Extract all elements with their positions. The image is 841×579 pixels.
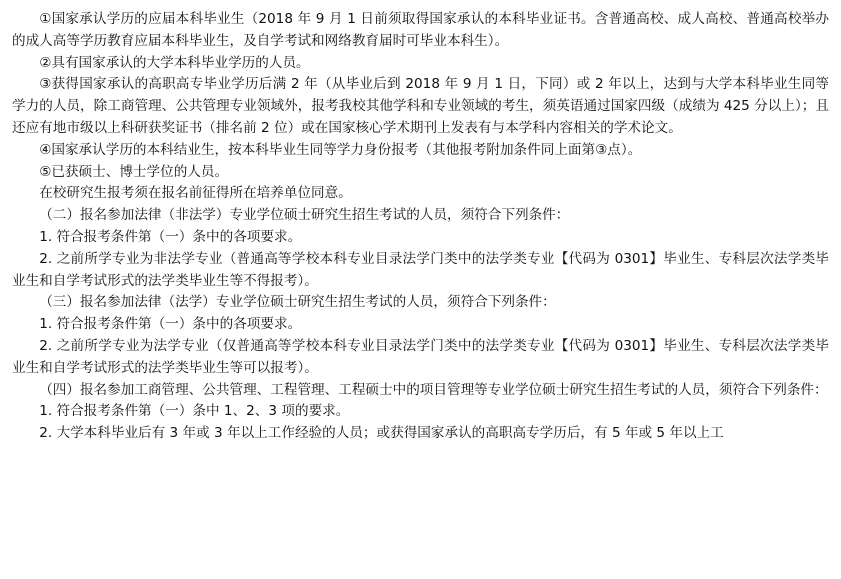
- section-4-condition-1: 1. 符合报考条件第（一）条中 1、2、3 项的要求。: [39, 403, 350, 420]
- section-3-heading: （三）报名参加法律（法学）专业学位硕士研究生招生考试的人员，须符合下列条件：: [39, 294, 556, 311]
- item-5-degree-holders: ⑤已获硕士、博士学位的人员。: [39, 163, 229, 180]
- section-3-condition-2: 2. 之前所学专业为法学专业（仅普通高等学校本科专业目录法学门类中的法学类专业【代码为 0301】毕业生、专科层次法学类毕业生和自学考试形式的法学类毕业生等可以报考）。: [12, 337, 829, 376]
- item-2-bachelor-holders: ②具有国家承认的大学本科毕业学历的人员。: [39, 54, 310, 71]
- section-2-condition-2: 2. 之前所学专业为非法学专业（普通高等学校本科专业目录法学门类中的法学类专业【代码为 0301】毕业生、专科层次法学类毕业生和自学考试形式的法学类毕业生等不得报考）。: [12, 250, 829, 289]
- current-students-note: 在校研究生报考须在报名前征得所在培养单位同意。: [39, 185, 352, 202]
- section-2-heading: （二）报名参加法律（非法学）专业学位硕士研究生招生考试的人员，须符合下列条件：: [39, 207, 570, 224]
- section-2-condition-1: 1. 符合报考条件第（一）条中的各项要求。: [39, 228, 302, 245]
- section-4-heading: （四）报名参加工商管理、公共管理、工程管理、工程硕士中的项目管理等专业学位硕士研究生招生考试的人员，须符合下列条件：: [39, 381, 828, 398]
- item-4-incomplete-graduates: ④国家承认学历的本科结业生，按本科毕业生同等学力身份报考（其他报考附加条件同上面第③点）。: [39, 141, 642, 158]
- section-3-condition-1: 1. 符合报考条件第（一）条中的各项要求。: [39, 316, 302, 333]
- section-4-condition-2: 2. 大学本科毕业后有 3 年或 3 年以上工作经验的人员；或获得国家承认的高职高专学历后，有 5 年或 5 年以上工: [39, 425, 724, 442]
- item-3-equivalent-qualification: ③获得国家承认的高职高专毕业学历后满 2 年（从毕业后到 2018 年 9 月 1 日，下同）或 2 年以上，达到与大学本科毕业生同等学力的人员，除工商管理、公共管理专业领域外，报考我校其他学科和专业领域的考生，须英语通过国家四级（成绩为 425 分以上）；且还应有地市级以上科研获奖证书（排名前 2 位）或在国家核心学术期刊上发表有与本学科内容相关的学术论文。: [12, 76, 829, 136]
- item-1-fresh-graduates: ①国家承认学历的应届本科毕业生（2018 年 9 月 1 日前须取得国家承认的本科毕业证书。含普通高校、成人高校、普通高校举办的成人高等学历教育应届本科毕业生，及自学考试和网络教育届时可毕业本科生）。: [12, 11, 829, 49]
